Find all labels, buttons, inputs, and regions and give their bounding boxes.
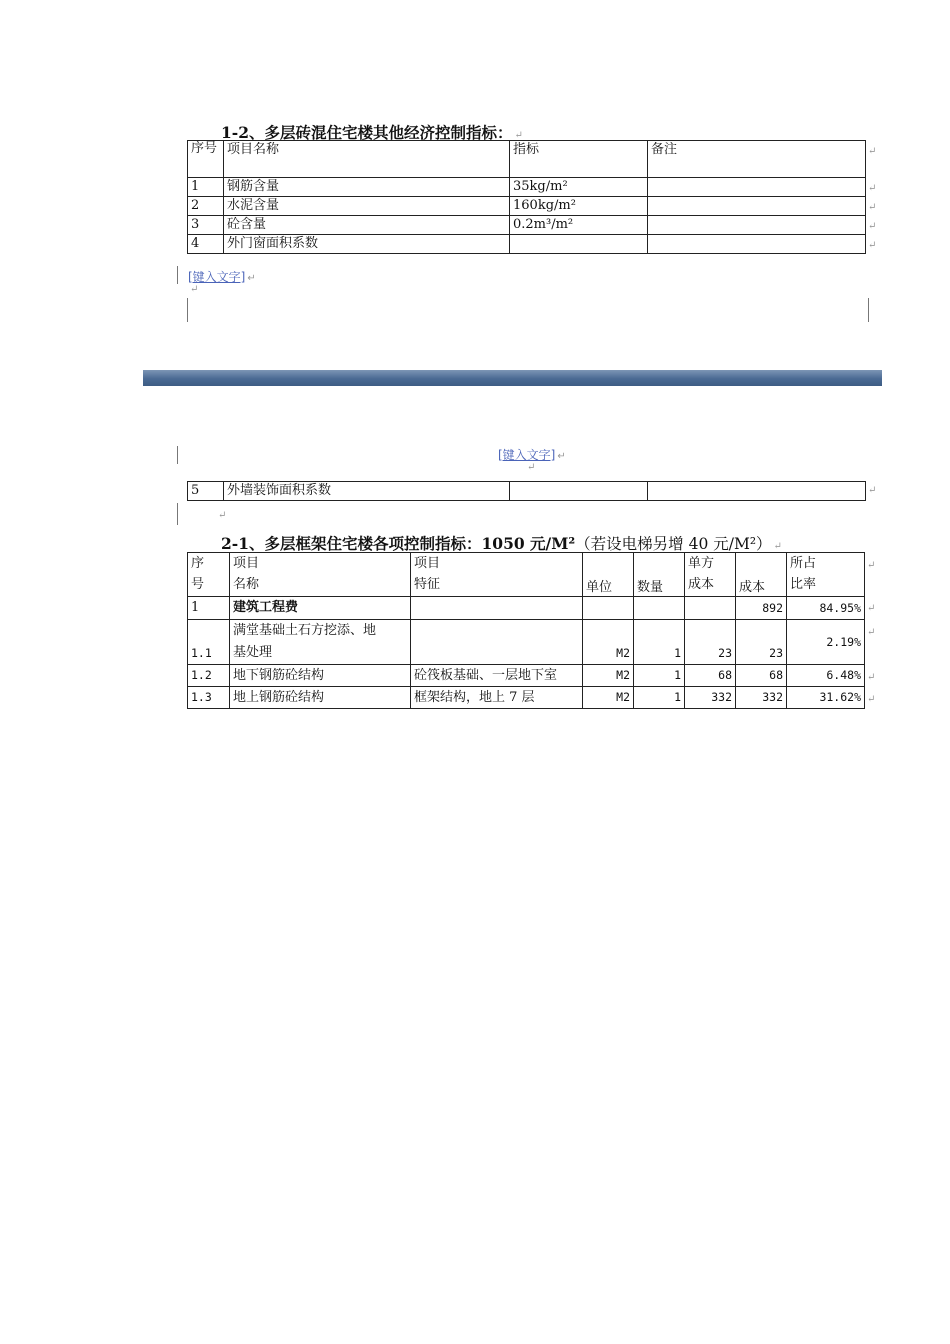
cell-name: 外墙装饰面积系数 [224, 482, 510, 501]
cell-qty: 1 [634, 687, 685, 709]
cell-ratio: 84.95% [787, 597, 865, 620]
cell-unit: M2 [583, 620, 634, 665]
header-ratio: 所占 比率 [787, 553, 865, 597]
table-row [188, 687, 865, 709]
table-row [188, 482, 866, 501]
table-header-row [188, 553, 865, 597]
paragraph-mark-icon: ↵ [514, 130, 523, 141]
cell-ratio: 31.62% [787, 687, 865, 709]
header-unit: 单位 [583, 553, 634, 597]
row-end-mark-icon: ↵ [867, 694, 876, 705]
cell-no: 3 [188, 216, 224, 235]
cell-name: 地上钢筋砼结构 [230, 687, 411, 709]
cell-no: 1.3 [188, 687, 230, 709]
cell-no: 5 [188, 482, 224, 501]
cell-unit-cost: 68 [685, 665, 736, 687]
cell-unit-cost: 332 [685, 687, 736, 709]
cell-feature: 砼筏板基础、一层地下室 [411, 665, 583, 687]
cell-index: 35kg/m² [510, 178, 648, 197]
cell-cost: 68 [736, 665, 787, 687]
cell-ratio: 2.19% [787, 620, 865, 665]
table-row [188, 235, 866, 254]
left-margin-line [177, 503, 178, 525]
right-margin-line [868, 298, 869, 322]
row-end-mark-icon: ↵ [868, 202, 877, 213]
cell-no: 1 [188, 178, 224, 197]
table-row [188, 665, 865, 687]
page-separator [143, 370, 882, 386]
cell-note [648, 178, 866, 197]
table-row [188, 178, 866, 197]
table-frame-cost-indicators [187, 552, 865, 709]
header-name: 项目 名称 [230, 553, 411, 597]
cell-cost: 23 [736, 620, 787, 665]
paragraph-mark-icon: ↵ [218, 510, 227, 521]
table-row [188, 216, 866, 235]
cell-index [510, 482, 648, 501]
row-end-mark-icon: ↵ [867, 627, 876, 638]
left-margin-line [187, 298, 188, 322]
header-note: 备注 [648, 141, 866, 178]
header-qty: 数量 [634, 553, 685, 597]
row-end-mark-icon: ↵ [868, 485, 877, 496]
cell-ratio: 6.48% [787, 665, 865, 687]
header-feature: 项目 特征 [411, 553, 583, 597]
section-title-1-2: 1-2、多层砖混住宅楼其他经济控制指标： ↵ [221, 123, 523, 142]
cell-no: 1.1 [188, 620, 230, 665]
row-end-mark-icon: ↵ [868, 240, 877, 251]
cell-qty: 1 [634, 665, 685, 687]
cell-unit [583, 597, 634, 620]
cell-no: 1.2 [188, 665, 230, 687]
cell-index: 0.2m³/m² [510, 216, 648, 235]
cell-no: 1 [188, 597, 230, 620]
cell-index [510, 235, 648, 254]
cell-note [648, 216, 866, 235]
cell-unit-cost: 23 [685, 620, 736, 665]
cell-note [648, 197, 866, 216]
cell-name: 地下钢筋砼结构 [230, 665, 411, 687]
table-brick-indicators [187, 140, 866, 254]
cell-no: 4 [188, 235, 224, 254]
row-end-mark-icon: ↵ [867, 672, 876, 683]
row-end-mark-icon: ↵ [867, 560, 876, 571]
cell-name: 建筑工程费 [230, 597, 411, 620]
header-margin-line [177, 446, 178, 464]
cell-feature [411, 620, 583, 665]
cell-index: 160kg/m² [510, 197, 648, 216]
row-end-mark-icon: ↵ [868, 221, 877, 232]
footer-margin-line [177, 266, 178, 284]
table-row [188, 620, 865, 665]
cell-name: 外门窗面积系数 [224, 235, 510, 254]
cell-unit: M2 [583, 687, 634, 709]
paragraph-mark-icon: ↵ [527, 462, 536, 473]
section-title-2-1: 2-1、多层框架住宅楼各项控制指标：1050 元/M²（若设电梯另增 40 元/M²） ↵ [221, 534, 782, 553]
header-unit-cost: 单方 成本 [685, 553, 736, 597]
cell-name: 满堂基础土石方挖添、地 基处理 [230, 620, 411, 665]
table-header-row [188, 141, 866, 178]
footer-placeholder[interactable]: [键入文字] ↵ [188, 270, 256, 284]
row-end-mark-icon: ↵ [868, 146, 877, 157]
cell-no: 2 [188, 197, 224, 216]
cell-unit: M2 [583, 665, 634, 687]
cell-feature: 框架结构，地上 7 层 [411, 687, 583, 709]
cell-feature [411, 597, 583, 620]
header-no: 序号 [188, 141, 224, 178]
header-placeholder[interactable]: [键入文字] ↵ [498, 448, 566, 462]
cell-qty: 1 [634, 620, 685, 665]
paragraph-mark-icon: ↵ [190, 284, 199, 295]
cell-note [648, 235, 866, 254]
header-index: 指标 [510, 141, 648, 178]
row-end-mark-icon: ↵ [867, 603, 876, 614]
header-no: 序 号 [188, 553, 230, 597]
cell-note [648, 482, 866, 501]
cell-name: 砼含量 [224, 216, 510, 235]
row-end-mark-icon: ↵ [868, 183, 877, 194]
header-cost: 成本 [736, 553, 787, 597]
table-row [188, 597, 865, 620]
cell-name: 钢筋含量 [224, 178, 510, 197]
cell-cost: 332 [736, 687, 787, 709]
cell-cost: 892 [736, 597, 787, 620]
table-continued-row [187, 481, 866, 501]
cell-name: 水泥含量 [224, 197, 510, 216]
cell-unit-cost [685, 597, 736, 620]
header-name: 项目名称 [224, 141, 510, 178]
cell-qty [634, 597, 685, 620]
table-row [188, 197, 866, 216]
